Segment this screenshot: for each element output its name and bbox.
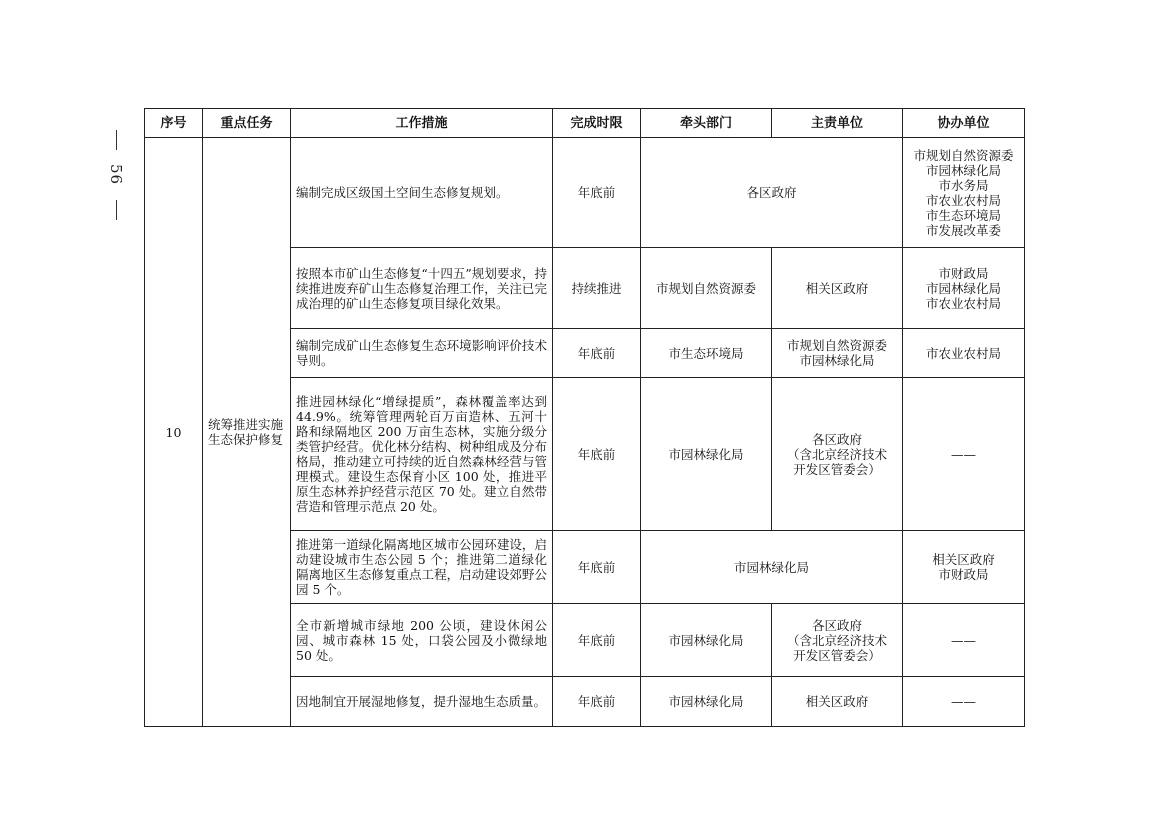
deadline-cell: 年底前 [553, 378, 641, 531]
lead-cell: 市规划自然资源委 [641, 248, 772, 329]
header-assist: 协办单位 [903, 109, 1025, 138]
main-unit: 开发区管委会） [793, 461, 881, 477]
task-cell: 统筹推进实施生态保护修复 [203, 138, 291, 727]
assist-cell [903, 531, 1025, 604]
header-main: 主责单位 [772, 109, 903, 138]
assist-cell [903, 248, 1025, 329]
assist-unit: —— [951, 632, 976, 648]
main-unit: 相关区政府 [805, 280, 869, 296]
main-unit: 相关区政府 [805, 694, 869, 709]
main-unit: （含北京经济技术 [786, 446, 887, 462]
assist-unit: 市园林绿化局 [925, 280, 1001, 296]
assist-unit: 市生态环境局 [925, 207, 1001, 223]
header-measure: 工作措施 [291, 109, 553, 138]
assist-cell [903, 329, 1025, 378]
main-cell [772, 677, 903, 727]
assist-unit: 市水务局 [938, 177, 989, 193]
deadline-cell: 年底前 [553, 604, 641, 677]
header-lead: 牵头部门 [641, 109, 772, 138]
main-unit: 开发区管委会） [793, 647, 881, 663]
task-table [144, 108, 1025, 727]
page-number-dash-top [116, 130, 117, 150]
assist-unit: —— [951, 446, 976, 462]
deadline-cell: 年底前 [553, 677, 641, 727]
assist-cell [903, 138, 1025, 248]
assist-unit: 相关区政府 [932, 552, 995, 567]
assist-unit: —— [951, 694, 976, 709]
assist-unit: 市园林绿化局 [925, 162, 1001, 178]
measure-cell: 编制完成矿山生态修复生态环境影响评价技术导则。 [291, 329, 553, 378]
main-cell [772, 604, 903, 677]
measure-cell: 推进园林绿化“增绿提质”，森林覆盖率达到 44.9%。统筹管理两轮百万亩造林、五河十路和绿隔地区 200 万亩生态林，实施分级分类管护经营。优化林分结构、树种组成及分布格局，推动建立可持续的近自然森林经营与管理模式。建设生态保育小区 100 处，推进平原生态林养护经营示范区 70 处。建立自然带营造和管理示范点 20 处。 [291, 378, 553, 531]
lead-cell: 市园林绿化局 [641, 604, 772, 677]
page-number-dash-bottom [116, 200, 117, 220]
main-unit: （含北京经济技术 [786, 632, 887, 648]
measure-cell: 按照本市矿山生态修复“十四五”规划要求，持续推进废弃矿山生态修复治理工作，关注已完成治理的矿山生态修复项目绿化效果。 [291, 248, 553, 329]
lead-cell: 市园林绿化局 [641, 378, 772, 531]
header-seq: 序号 [145, 109, 203, 138]
lead-cell: 市生态环境局 [641, 329, 772, 378]
seq-cell: 10 [145, 138, 203, 727]
assist-cell [903, 378, 1025, 531]
header-deadline: 完成时限 [553, 109, 641, 138]
measure-cell: 全市新增城市绿地 200 公顷，建设休闲公园、城市森林 15 处，口袋公园及小微绿地 50 处。 [291, 604, 553, 677]
assist-unit: 市财政局 [938, 567, 989, 582]
assist-unit: 市发展改革委 [925, 222, 1001, 238]
page-number [104, 130, 128, 220]
measure-cell: 编制完成区级国土空间生态修复规划。 [291, 138, 553, 248]
assist-cell [903, 677, 1025, 727]
assist-unit: 市农业农村局 [925, 345, 1001, 361]
deadline-cell: 年底前 [553, 531, 641, 604]
deadline-cell: 年底前 [553, 329, 641, 378]
lead-main-cell: 市园林绿化局 [641, 531, 903, 604]
measure-cell: 推进第一道绿化隔离地区城市公园环建设，启动建设城市生态公园 5 个；推进第二道绿化隔离地区生态修复重点工程，启动建设郊野公园 5 个。 [291, 531, 553, 604]
main-unit: 各区政府 [811, 431, 862, 447]
main-cell [772, 329, 903, 378]
assist-unit: 市农业农村局 [925, 295, 1001, 311]
assist-cell [903, 604, 1025, 677]
main-unit: 各区政府 [811, 617, 862, 633]
main-unit: 市园林绿化局 [799, 353, 875, 368]
main-cell [772, 248, 903, 329]
header-row [145, 109, 1025, 138]
measure-cell: 因地制宜开展湿地修复，提升湿地生态质量。 [291, 677, 553, 727]
page-number-text: 56 [107, 164, 125, 186]
header-task: 重点任务 [203, 109, 291, 138]
assist-unit: 市财政局 [938, 265, 989, 281]
assist-unit: 市农业农村局 [925, 192, 1001, 208]
assist-unit: 市规划自然资源委 [913, 147, 1014, 163]
lead-main-cell: 各区政府 [641, 138, 903, 248]
main-cell [772, 378, 903, 531]
deadline-cell: 持续推进 [553, 248, 641, 329]
deadline-cell: 年底前 [553, 138, 641, 248]
lead-cell: 市园林绿化局 [641, 677, 772, 727]
table-row [145, 138, 1025, 248]
main-unit: 市规划自然资源委 [786, 338, 887, 353]
